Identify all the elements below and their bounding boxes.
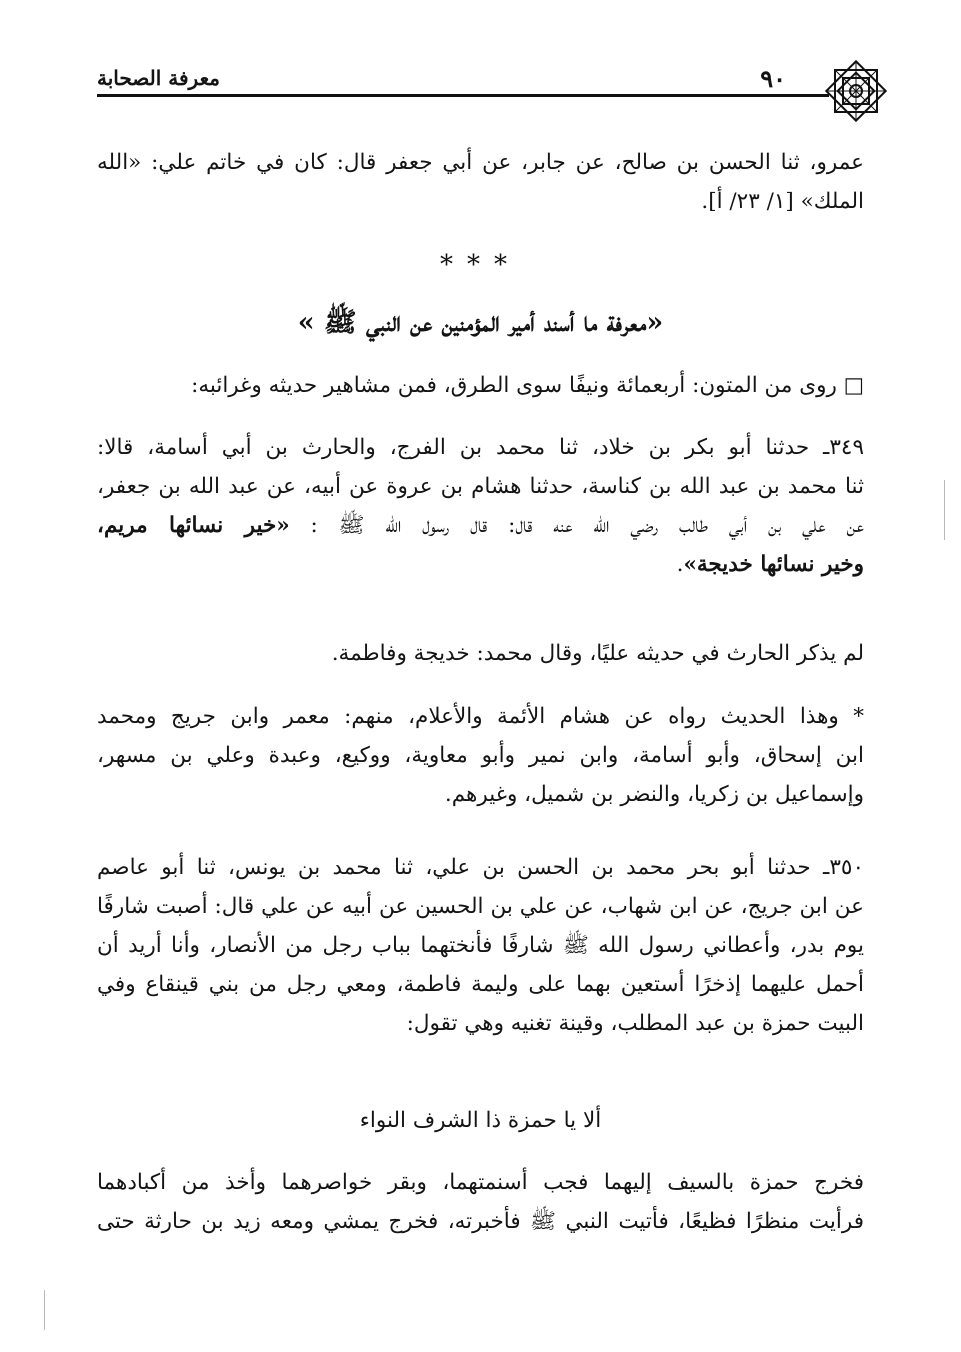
text-line: ثنا محمد بن عبد الله بن كناسة، حدثنا هشام بن عروة عن أبيه، عن عبد الله بن جعفر، [97, 474, 864, 499]
text-line: ابن إسحاق، وأبو أسامة، وابن نمير وأبو معاوية، ووكيع، وعبدة وعلي بن مسهر، [97, 743, 864, 768]
text-line: ٣٥٠ـ حدثنا أبو بحر محمد بن الحسن بن علي، ثنا محمد بن يونس، ثنا أبو عاصم [97, 855, 864, 880]
text-line: الملك» [١/ ٢٣/ أ]. [701, 189, 864, 214]
hadith-349-paragraph [97, 428, 864, 584]
intro-paragraph [97, 366, 864, 405]
text-line: أحمل عليهما إذخرًا أستعين بهما على وليمة فاطمة، ومعي رجل من بني قينقاع وفي [97, 972, 864, 997]
text-line: وإسماعيل بن زكريا، والنضر بن شميل، وغيرهم. [444, 782, 864, 807]
text-line: البيت حمزة بن عبد المطلب، وقينة تغنيه وهي تقول: [406, 1011, 864, 1036]
page-header [97, 56, 891, 126]
text-line: لم يذكر الحارث في حديثه عليًا، وقال محمد: خديجة وفاطمة. [331, 641, 864, 666]
text-line [97, 506, 864, 545]
note-349-paragraph [97, 634, 864, 673]
text-line: عمرو، ثنا الحسن بن صالح، عن جابر، عن أبي جعفر قال: كان في خاتم علي: «الله [97, 150, 864, 175]
scan-edge-mark [44, 1290, 45, 1330]
poem-verse: ألا يا حمزة ذا الشرف النواء [359, 1108, 602, 1133]
page-number: ٩٠ [760, 64, 786, 93]
header-divider [97, 94, 829, 97]
prophetic-saying: «خير نسائها مريم، [97, 513, 290, 538]
text-line: ٣٤٩ـ حدثنا أبو بكر بن خلاد، ثنا محمد بن الفرج، والحارث بن أبي أسامة، قالا: [97, 435, 864, 460]
commentary-paragraph [97, 697, 864, 814]
section-separator: *** [440, 250, 521, 280]
text-line: عن ابن جريج، عن ابن شهاب، عن علي بن الحسين عن أبيه عن علي قال: أصبت شارفًا [97, 894, 864, 919]
hadith-350-paragraph [97, 848, 864, 1043]
text-line: * وهذا الحديث رواه عن هشام الأئمة والأعلام، منهم: معمر وابن جريج ومحمد [97, 704, 864, 729]
scan-edge-mark [944, 480, 945, 540]
text-line: يوم بدر، وأعطاني رسول الله ﷺ شارفًا فأنختهما بباب رجل من الأنصار، وأنا أريد أن [97, 933, 864, 958]
continuation-paragraph [97, 143, 864, 221]
text-run: عن علي بن أبي طالب رضي الله عنه قال: قال رسول الله ﷺ : [289, 513, 864, 538]
text-line: فخرج حمزة بالسيف إليهما فجب أسنمتهما، وبقر خواصرهما وأخذ من أكبادهما [97, 1170, 864, 1195]
text-line: □ روى من المتون: أربعمائة ونيفًا سوى الطرق، فمن مشاهير حديثه وغرائبه: [191, 373, 864, 398]
prophetic-saying: وخير نسائها خديجة» [683, 552, 864, 577]
section-title: «معرفة ما أسند أمير المؤمنين عن النبي ﷺ » [297, 307, 664, 338]
text-line: فرأيت منظرًا فظيعًا، فأتيت النبي ﷺ فأخبرته، فخرج يمشي ومعه زيد بن حارثة حتى [97, 1209, 864, 1234]
text-run: . [676, 552, 684, 577]
hadith-350-continuation [97, 1163, 864, 1241]
octagram-rosette-icon [821, 56, 891, 126]
running-title: معرفة الصحابة [97, 66, 220, 90]
text-line [97, 545, 864, 584]
